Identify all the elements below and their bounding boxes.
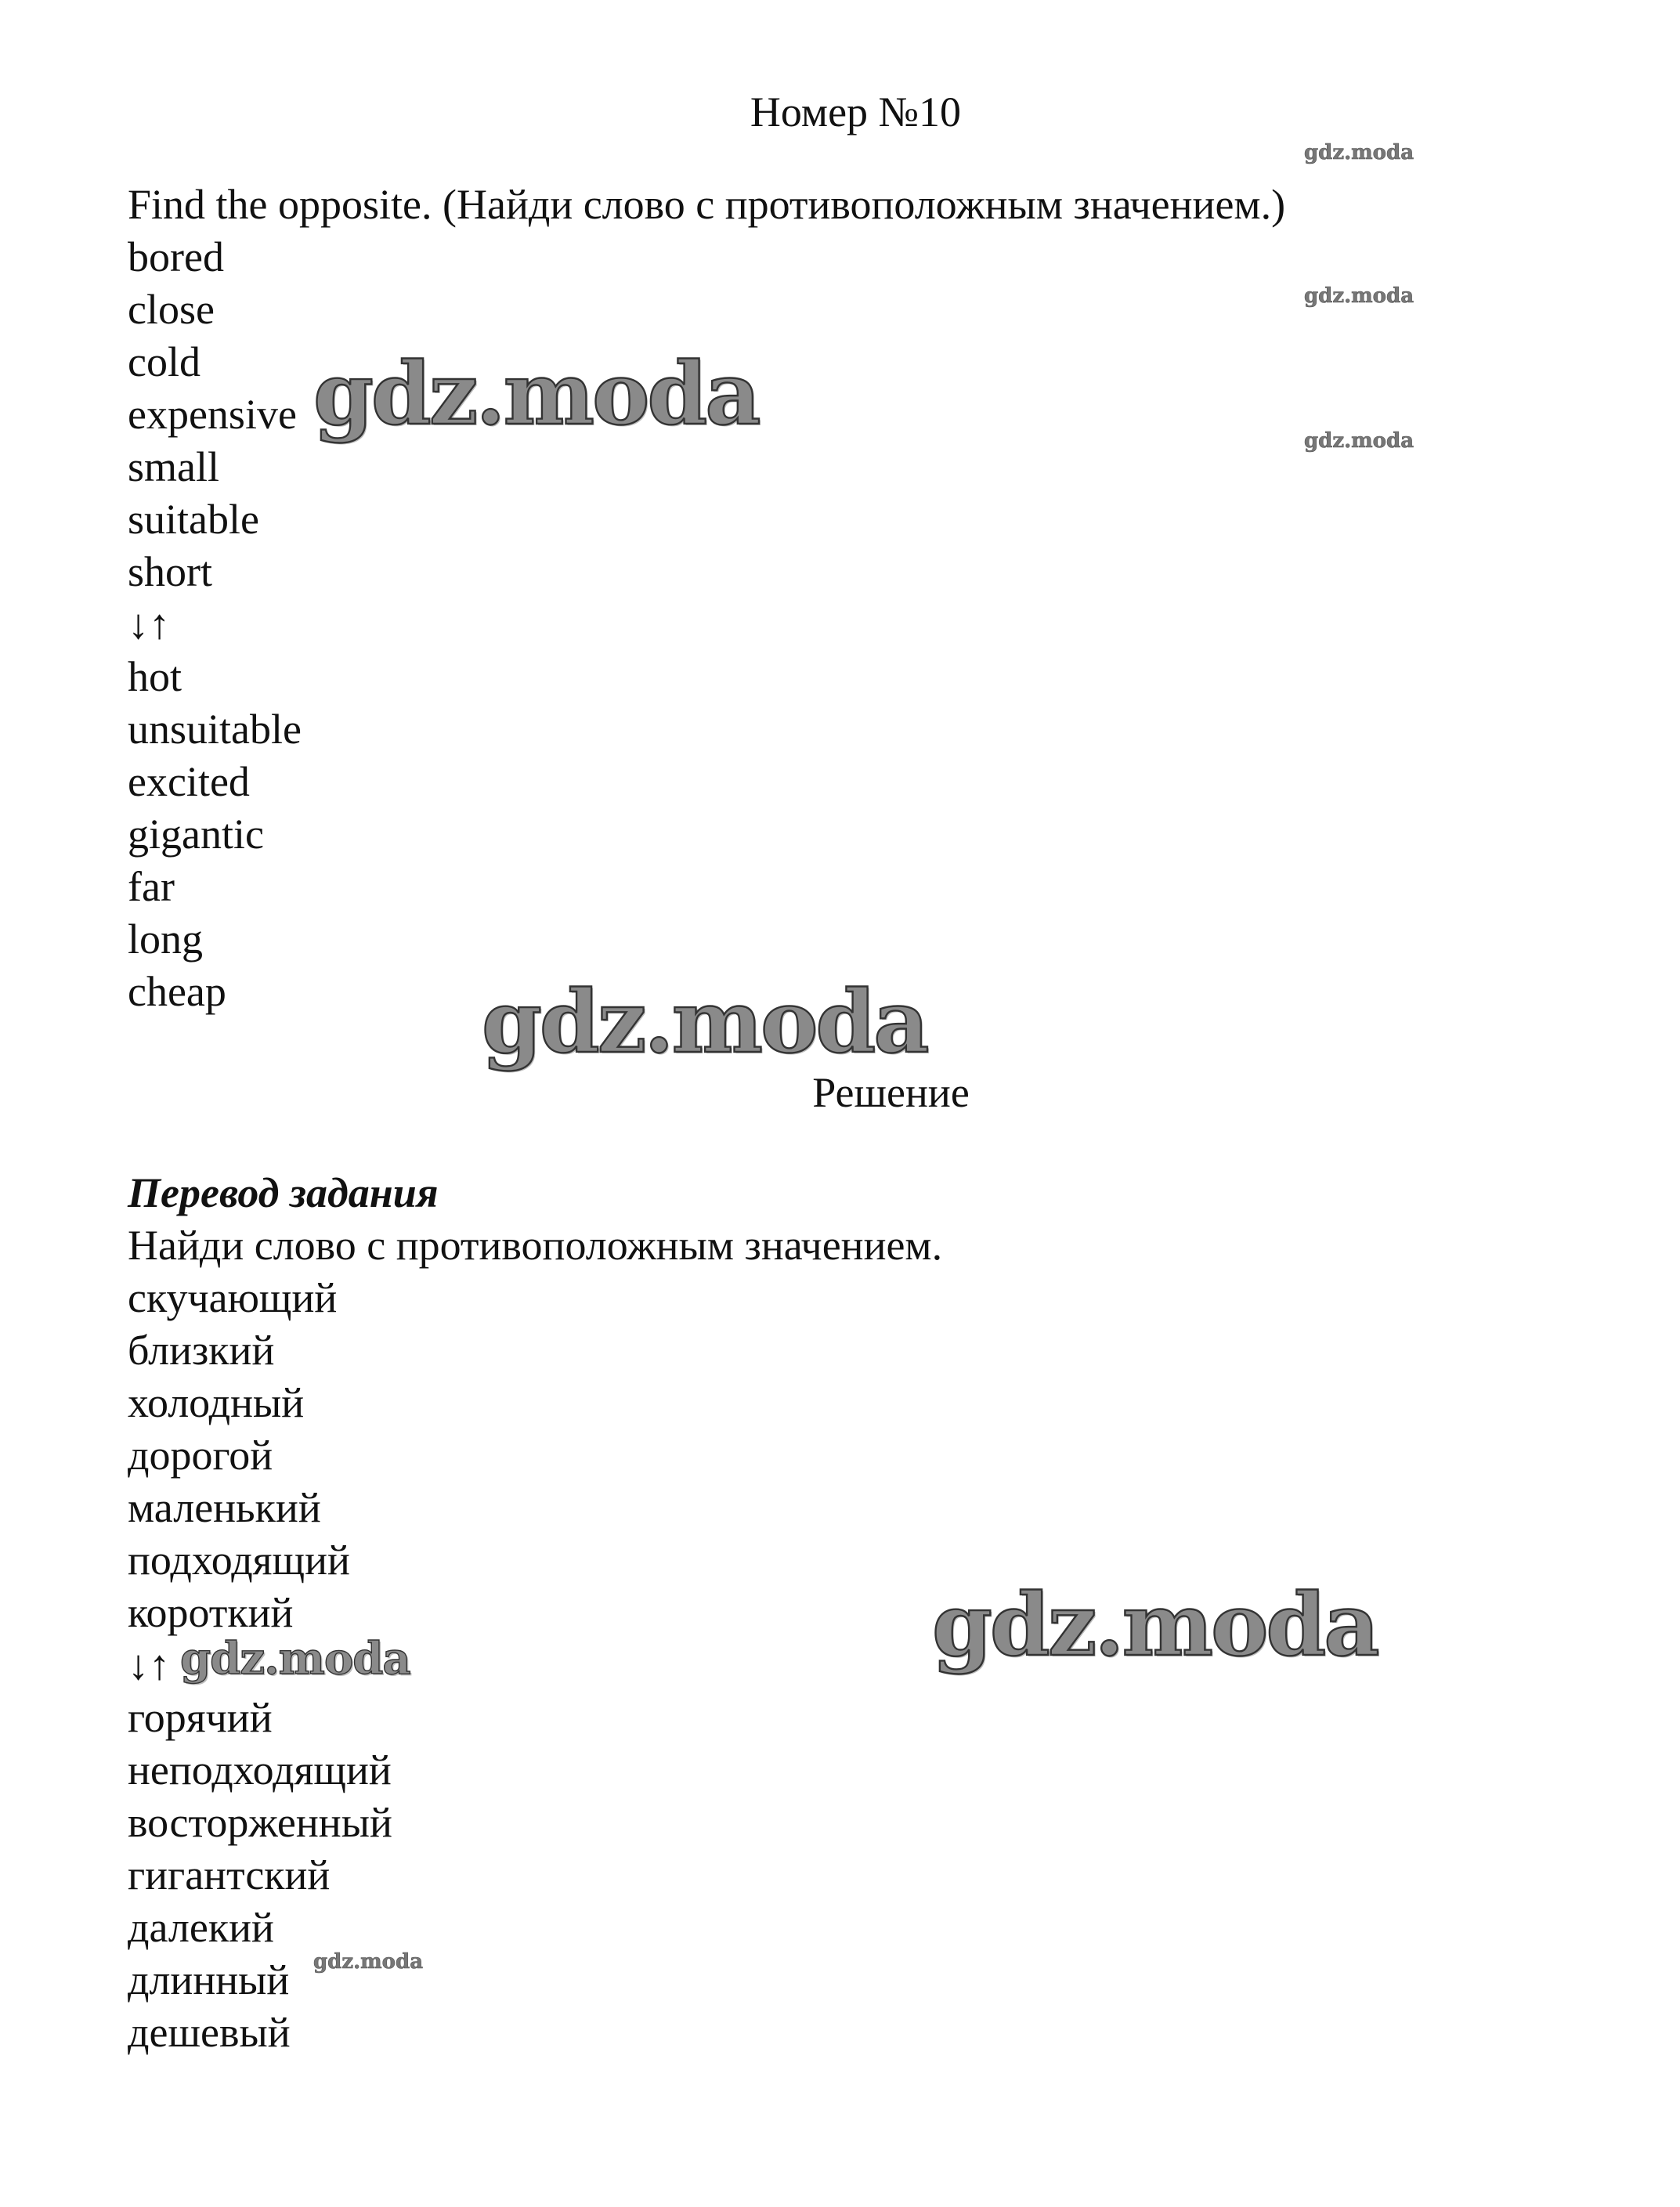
task-word: close bbox=[128, 286, 215, 333]
translation-word: длинный bbox=[128, 1956, 290, 2003]
task-word: suitable bbox=[128, 496, 259, 543]
task-word: bored bbox=[128, 233, 224, 280]
page-title: Номер №10 bbox=[750, 88, 962, 135]
translation-word: горячий bbox=[128, 1694, 273, 1741]
watermark: gdz.moda bbox=[932, 1574, 1378, 1675]
watermark: gdz.moda bbox=[1304, 284, 1414, 308]
watermark: gdz.moda bbox=[1304, 429, 1414, 453]
translation-block bbox=[128, 1167, 942, 2059]
translation-word: холодный bbox=[128, 1379, 305, 1426]
task-word: expensive bbox=[128, 391, 297, 438]
arrows-separator: ↓↑ bbox=[128, 601, 170, 648]
task-word: long bbox=[128, 916, 204, 963]
translation-heading: Перевод задания bbox=[128, 1169, 439, 1216]
translation-word: короткий bbox=[128, 1589, 294, 1636]
translation-word: близкий bbox=[128, 1327, 275, 1374]
arrows-separator: ↓↑ bbox=[128, 1642, 170, 1689]
watermark: gdz.moda bbox=[1304, 141, 1414, 164]
translation-word: подходящий bbox=[128, 1537, 350, 1584]
task-word: far bbox=[128, 863, 175, 910]
task-word: excited bbox=[128, 758, 250, 805]
translation-instruction: Найди слово с противоположным значением. bbox=[128, 1222, 943, 1269]
translation-word: дорогой bbox=[128, 1432, 273, 1479]
translation-word: гигантский bbox=[128, 1851, 331, 1898]
task-word: small bbox=[128, 443, 219, 490]
task-word: gigantic bbox=[128, 811, 264, 858]
watermark: gdz.moda bbox=[180, 1633, 410, 1685]
task-word: hot bbox=[128, 653, 182, 700]
watermark: gdz.moda bbox=[313, 343, 759, 444]
task-instruction: Find the opposite. (Найди слово с противоположным значением.) bbox=[128, 181, 1286, 228]
translation-word: восторженный bbox=[128, 1799, 392, 1846]
task-word: cold bbox=[128, 338, 201, 385]
task-word: short bbox=[128, 548, 212, 595]
task-block bbox=[128, 179, 1285, 1018]
solution-label: Решение bbox=[812, 1069, 970, 1116]
task-word: unsuitable bbox=[128, 706, 302, 753]
translation-word: неподходящий bbox=[128, 1746, 392, 1793]
watermark: gdz.moda bbox=[482, 971, 927, 1072]
translation-word: скучающий bbox=[128, 1274, 338, 1321]
watermark: gdz.moda bbox=[313, 1950, 424, 1974]
translation-word: далекий bbox=[128, 1904, 274, 1951]
translation-word: маленький bbox=[128, 1484, 321, 1531]
translation-word: дешевый bbox=[128, 2009, 291, 2056]
task-word: cheap bbox=[128, 968, 226, 1015]
